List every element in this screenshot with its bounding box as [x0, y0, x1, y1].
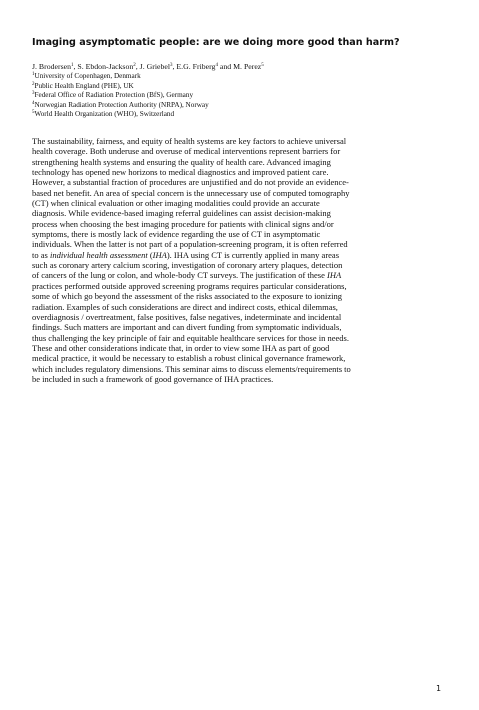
affiliation-list: [32, 72, 209, 120]
abstract-text: individuals. When the latter is not part of a population-screening program, it is often referred: [32, 239, 348, 250]
abstract-text: However, a substantial fraction of procedures are unjustified and do not provide an evidence-: [32, 177, 349, 188]
abstract-text: practices performed outside approved screening programs requires particular considerations,: [32, 280, 347, 291]
abstract-text: technology has opened new horizons to medical diagnostics and improved patient care.: [32, 167, 329, 178]
affiliation-text: Public Health England (PHE), UK: [34, 81, 134, 90]
abstract-line: [32, 198, 450, 208]
abstract-text: findings. Such matters are important and can divert funding from symptomatic individuals,: [32, 322, 342, 333]
abstract-text: overdiagnosis / overtreatment, false positives, false negatives, indeterminate and incidental: [32, 311, 342, 322]
author-separator: ,: [135, 62, 140, 71]
abstract-text: medical practice, it would be necessary to establish a robust clinical governance framework,: [32, 353, 346, 364]
abstract-text: radiation. Examples of such considerations are direct and indirect costs, ethical dilemmas,: [32, 301, 338, 312]
abstract-line: [32, 260, 450, 270]
author-name: S. Ebdon-Jackson: [77, 62, 134, 71]
abstract-text: strengthening health systems and ensuring the quality of health care. Advanced imaging: [32, 156, 331, 167]
abstract-italic-term: individual health assessment: [49, 249, 148, 260]
abstract-line: [32, 239, 450, 249]
abstract-text: some of which go beyond the assessment of the risks associated to the exposure to ionizing: [32, 291, 342, 302]
abstract-line: [32, 167, 450, 177]
abstract-line: [32, 364, 450, 374]
abstract-body: [32, 136, 450, 384]
abstract-line: [32, 281, 450, 291]
abstract-line: [32, 270, 450, 280]
author-affiliation-mark: 5: [261, 63, 264, 68]
abstract-italic-term: IHA: [152, 249, 167, 260]
abstract-text: ). IHA using CT is currently applied in many areas: [166, 249, 340, 260]
abstract-text: which includes regulatory dimensions. This seminar aims to discuss elements/requirements to: [32, 363, 351, 374]
abstract-line: [32, 157, 450, 167]
abstract-text: The sustainability, fairness, and equity of health systems are key factors to achieve universal: [32, 136, 347, 146]
affiliation-text: World Health Organization (WHO), Switzerland: [34, 110, 175, 119]
affiliation-item: [32, 110, 209, 120]
abstract-line: [32, 136, 450, 146]
abstract-text: These and other considerations indicate that, in order to view some IHA as part of good: [32, 342, 330, 353]
author-affiliation-mark: 3: [169, 63, 173, 68]
abstract-text: be included in such a framework of good governance of IHA practices.: [32, 373, 274, 384]
abstract-line: [32, 374, 450, 384]
affiliation-mark: 1: [32, 72, 35, 77]
abstract-text: based net benefit. An area of special concern is the unnecessary use of computed tomography: [32, 187, 350, 198]
abstract-text: thus challenging the key principle of fair and equitable healthcare services for those in needs.: [32, 332, 349, 343]
author-list: [32, 62, 264, 72]
abstract-line: [32, 322, 450, 332]
abstract-line: [32, 353, 450, 363]
abstract-text: health coverage. Both underuse and overuse of medical interventions represent barriers for: [32, 146, 341, 157]
affiliation-item: [32, 91, 209, 101]
abstract-text: diagnosis. While evidence-based imaging referral guidelines can assist decision-making: [32, 208, 331, 219]
abstract-line: [32, 229, 450, 239]
affiliation-mark: 5: [32, 110, 35, 116]
abstract-line: [32, 333, 450, 343]
abstract-line: [32, 188, 450, 198]
author-affiliation-mark: 2: [133, 63, 136, 68]
abstract-line: [32, 343, 450, 353]
author-name: M. Perez: [233, 62, 262, 71]
affiliation-mark: 3: [32, 91, 35, 97]
abstract-line: [32, 146, 450, 156]
abstract-text: to as: [32, 249, 50, 260]
abstract-text: process when choosing the best imaging procedure for patients with clinical signs and/or: [32, 218, 334, 229]
author-affiliation-mark: 4: [215, 63, 218, 68]
affiliation-item: [32, 72, 209, 82]
paper-title: Imaging asymptomatic people: are we doing more good than harm?: [32, 37, 400, 48]
affiliation-mark: 2: [32, 81, 35, 87]
affiliation-item: [32, 82, 209, 92]
author-name: E.G. Friberg: [176, 62, 216, 71]
author-name: J. Griebel: [139, 62, 170, 71]
author-separator: ,: [73, 62, 78, 71]
abstract-line: [32, 208, 450, 218]
affiliation-mark: 4: [32, 100, 35, 106]
abstract-text: (CT) when clinical evaluation or other imaging modalities could provide an accurate: [32, 198, 320, 209]
abstract-line: [32, 302, 450, 312]
affiliation-text: Federal Office of Radiation Protection (BfS), Germany: [34, 91, 194, 100]
abstract-text: such as coronary artery calcium scoring, investigation of coronary artery plaques, detection: [32, 260, 343, 271]
abstract-text: of cancers of the lung or colon, and whole-body CT surveys. The justification of these: [32, 270, 327, 281]
abstract-line: [32, 250, 450, 260]
abstract-text: symptoms, there is mostly lack of evidence regarding the use of CT in asymptomatic: [32, 229, 321, 240]
affiliation-item: [32, 101, 209, 111]
abstract-text: (: [147, 249, 153, 260]
affiliation-text: Norwegian Radiation Protection Authority (NRPA), Norway: [34, 100, 209, 109]
affiliation-text: University of Copenhagen, Denmark: [34, 72, 141, 80]
author-separator: ,: [172, 62, 177, 71]
author-name: J. Brodersen: [32, 62, 71, 71]
abstract-line: [32, 177, 450, 187]
page-number: 1: [436, 684, 442, 693]
abstract-line: [32, 312, 450, 322]
abstract-italic-term: IHA: [327, 270, 342, 281]
abstract-line: [32, 219, 450, 229]
abstract-line: [32, 291, 450, 301]
author-separator: and: [217, 62, 234, 71]
author-affiliation-mark: 1: [70, 63, 74, 68]
